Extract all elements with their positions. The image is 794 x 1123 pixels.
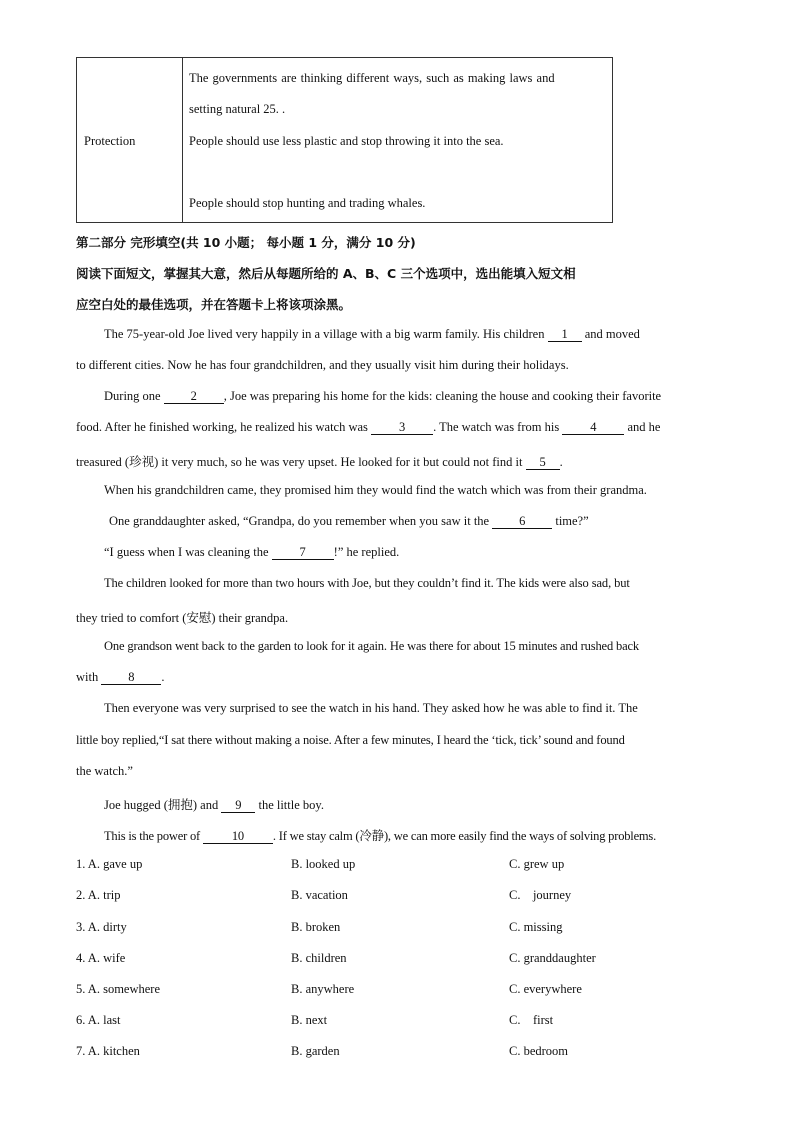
option-b: B. vacation <box>291 888 348 902</box>
option-b: B. children <box>291 951 347 965</box>
table-cell-line: People should use less plastic and stop throwing it into the sea. <box>189 134 504 148</box>
blank-3: 3 <box>371 421 433 435</box>
option-b: B. looked up <box>291 857 356 871</box>
passage-text: , Joe was preparing his home for the kids: cleaning the house and cooking their favorite <box>223 389 662 403</box>
section-title: 第二部分 完形填空(共 10 小题； 每小题 1 分，满分 10 分) <box>76 235 416 250</box>
passage-text: . <box>161 670 165 684</box>
passage-line: the watch.” <box>76 764 133 778</box>
option-c: C. missing <box>509 920 563 934</box>
section-instructions: 应空白处的最佳选项，并在答题卡上将该项涂黑。 <box>76 297 352 312</box>
table-cell-line: setting natural 25. . <box>189 102 286 116</box>
option-c: C. journey <box>509 888 572 902</box>
table-cell-line: The governments are thinking different ways, such as making laws and <box>189 71 555 85</box>
passage-text: Joe hugged (拥抱) and <box>104 798 219 812</box>
passage-line <box>76 452 563 470</box>
passage-text: During one <box>104 389 161 403</box>
blank-9: 9 <box>221 799 255 813</box>
passage-text: food. After he finished working, he realized his watch was <box>76 420 368 434</box>
option-number: 4. A. <box>76 951 100 965</box>
passage-text: . If we stay calm (冷静), we can more easily find the ways of solving problems. <box>272 829 657 843</box>
option-a: dirty <box>103 920 127 934</box>
blank-6: 6 <box>492 515 552 529</box>
passage-text: time?” <box>555 514 589 528</box>
option-row <box>76 857 142 872</box>
passage-line: The children looked for more than two hours with Joe, but they couldn’t find it. The kids were also sad, but <box>104 576 630 590</box>
passage-line <box>104 545 399 560</box>
blank-4: 4 <box>562 421 624 435</box>
table-column-divider <box>182 58 183 222</box>
option-number: 2. A. <box>76 888 100 902</box>
option-row <box>76 982 160 997</box>
passage-text: !” he replied. <box>333 545 400 559</box>
passage-line: they tried to comfort (安慰) their grandpa. <box>76 611 289 625</box>
option-number: 7. A. <box>76 1044 100 1058</box>
option-number: 1. A. <box>76 857 100 871</box>
option-c: C. first <box>509 1013 554 1027</box>
blank-1: 1 <box>548 328 582 342</box>
table-row-label: Protection <box>84 134 136 148</box>
passage-line <box>104 327 640 342</box>
passage-line <box>104 795 324 813</box>
option-number: 3. A. <box>76 920 100 934</box>
passage-line: little boy replied,“I sat there without making a noise. After a few minutes, I heard the ‘tick, tick’ sound and found <box>76 733 625 747</box>
option-b: B. anywhere <box>291 982 355 996</box>
option-a: kitchen <box>103 1044 140 1058</box>
passage-line <box>109 514 589 529</box>
passage-line <box>76 420 660 435</box>
option-c: C. granddaughter <box>509 951 596 965</box>
option-a: gave up <box>103 857 143 871</box>
blank-5: 5 <box>526 456 560 470</box>
passage-line <box>76 670 164 685</box>
passage-line: Then everyone was very surprised to see the watch in his hand. They asked how he was able to find it. The <box>104 701 638 715</box>
option-b: B. next <box>291 1013 328 1027</box>
passage-text: the little boy. <box>258 798 324 812</box>
section-instructions: 阅读下面短文，掌握其大意，然后从每题所给的 A、B、C 三个选项中，选出能填入短文相 <box>76 266 576 281</box>
passage-text: . The watch was from his <box>433 420 560 434</box>
passage-text: This is the power of <box>104 829 200 843</box>
passage-line: When his grandchildren came, they promised him they would find the watch which was from their grandma. <box>104 483 647 497</box>
passage-text: with <box>76 670 99 684</box>
passage-text: The 75-year-old Joe lived very happily in a village with a big warm family. His children <box>104 327 545 341</box>
protection-table <box>76 57 613 223</box>
passage-line <box>104 389 661 404</box>
option-a: somewhere <box>103 982 161 996</box>
option-row <box>76 888 120 903</box>
blank-7: 7 <box>272 546 334 560</box>
passage-line: One grandson went back to the garden to look for it again. He was there for about 15 minutes and rushed back <box>104 639 640 653</box>
passage-text: and he <box>627 420 661 434</box>
option-b: B. broken <box>291 920 341 934</box>
option-row <box>76 1044 140 1059</box>
blank-10: 10 <box>203 830 273 844</box>
table-cell-line: People should stop hunting and trading whales. <box>189 196 426 210</box>
passage-text: and moved <box>584 327 640 341</box>
option-c: C. everywhere <box>509 982 582 996</box>
passage-line: to different cities. Now he has four grandchildren, and they usually visit him during their holidays. <box>76 358 569 372</box>
passage-text: treasured (珍视) it very much, so he was very upset. He looked for it but could not find it <box>76 455 523 469</box>
option-row <box>76 951 125 966</box>
passage-text: “I guess when I was cleaning the <box>104 545 269 559</box>
option-c: C. grew up <box>509 857 565 871</box>
blank-2: 2 <box>164 390 224 404</box>
option-a: wife <box>103 951 126 965</box>
option-b: B. garden <box>291 1044 340 1058</box>
option-row <box>76 1013 120 1028</box>
option-number: 6. A. <box>76 1013 100 1027</box>
passage-text: One granddaughter asked, “Grandpa, do you remember when you saw it the <box>109 514 490 528</box>
option-a: last <box>103 1013 121 1027</box>
option-c: C. bedroom <box>509 1044 569 1058</box>
option-a: trip <box>103 888 121 902</box>
option-row <box>76 920 127 935</box>
option-number: 5. A. <box>76 982 100 996</box>
passage-line <box>104 826 656 844</box>
passage-text: . <box>559 455 563 469</box>
blank-8: 8 <box>101 671 161 685</box>
